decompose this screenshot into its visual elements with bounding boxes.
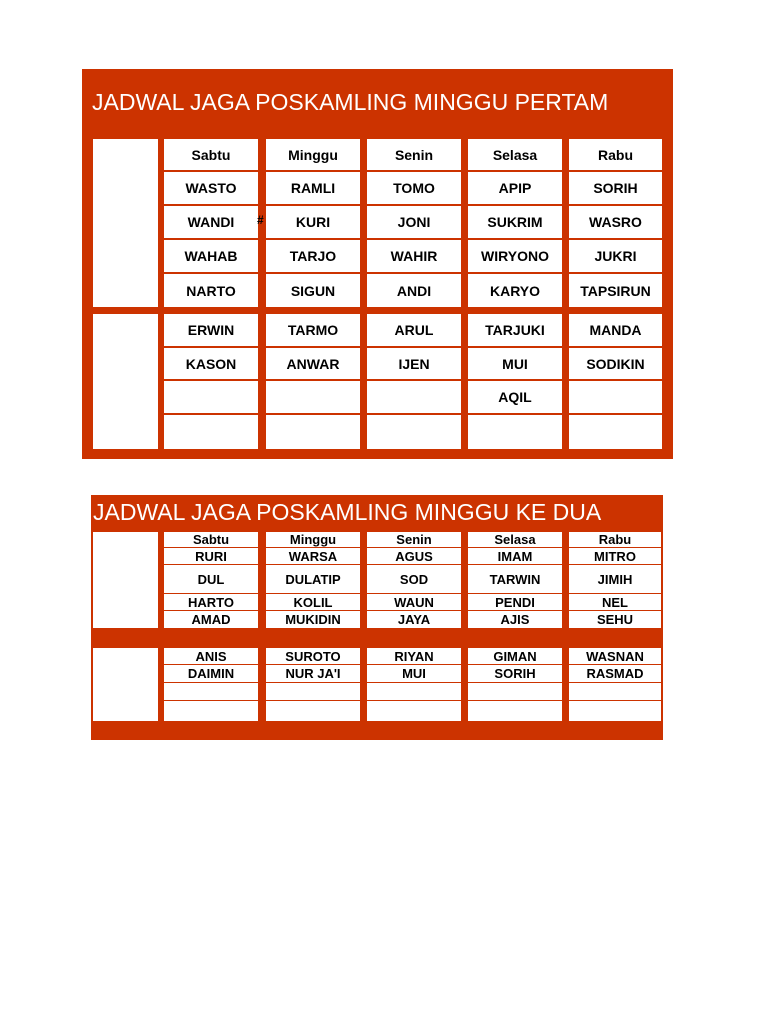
week2-title: JADWAL JAGA POSKAMLING MINGGU KE DUA <box>93 499 602 525</box>
week2-group1-cell: WAUN <box>367 594 461 610</box>
week1-group1-cell: KARYO <box>468 274 562 307</box>
week1-day-header-selasa: Selasa <box>468 139 562 170</box>
week2-group2-cell: RIYAN <box>367 648 461 664</box>
week2-group2-cell <box>569 683 661 700</box>
week2-table <box>91 495 663 740</box>
week1-group2-cell: ARUL <box>367 314 461 346</box>
week1-group2-cell <box>569 381 662 413</box>
week1-group1-cell: SIGUN <box>266 274 360 307</box>
week2-group2-cell: WASNAN <box>569 648 661 664</box>
week2-group2-cell <box>367 701 461 721</box>
week1-group2-cell: ERWIN <box>164 314 258 346</box>
week1-group2-cell: IJEN <box>367 348 461 379</box>
week1-title: JADWAL JAGA POSKAMLING MINGGU PERTAM <box>92 89 609 115</box>
week1-group2-cell: ANWAR <box>266 348 360 379</box>
week1-group1-cell: TAPSIRUN <box>569 274 662 307</box>
week1-group1-cell: RAMLI <box>266 172 360 204</box>
week2-group2-cell <box>468 683 562 700</box>
week2-group2-cell: SUROTO <box>266 648 360 664</box>
week1-group2-cell: KASON <box>164 348 258 379</box>
week1-group2-cell <box>367 381 461 413</box>
week1-group1-cell: JUKRI <box>569 240 662 272</box>
week2-group1-cell: SEHU <box>569 611 661 628</box>
week2-group1-cell: AMAD <box>164 611 258 628</box>
week1-group1-label-cell <box>93 139 158 307</box>
week2-group1-cell: PENDI <box>468 594 562 610</box>
week1-group2-cell <box>266 381 360 413</box>
week2-group1-cell: DULATIP <box>266 565 360 593</box>
week1-group1-cell: WAHIR <box>367 240 461 272</box>
week1-group1-cell: SUKRIM <box>468 206 562 238</box>
week1-group1-cell: WANDI <box>164 206 258 238</box>
week2-day-header-minggu: Minggu <box>266 532 360 547</box>
week2-group2-label-cell <box>93 648 158 721</box>
week1-group2-label-cell <box>93 314 158 449</box>
week2-group1-cell: DUL <box>164 565 258 593</box>
week1-day-header-rabu: Rabu <box>569 139 662 170</box>
week1-group2-cell <box>164 415 258 449</box>
week2-group2-cell <box>569 701 661 721</box>
week2-group2-cell: RASMAD <box>569 665 661 682</box>
week1-table <box>82 69 673 459</box>
week1-group2-cell <box>164 381 258 413</box>
week2-group2-cell: ANIS <box>164 648 258 664</box>
week2-group1-cell: TARWIN <box>468 565 562 593</box>
week1-group2-cell <box>367 415 461 449</box>
week1-group2-cell: SODIKIN <box>569 348 662 379</box>
week1-group1-cell: APIP <box>468 172 562 204</box>
week1-group2-cell <box>468 415 562 449</box>
week2-group1-label-cell <box>93 532 158 628</box>
week1-day-header-senin: Senin <box>367 139 461 170</box>
week2-group2-cell: DAIMIN <box>164 665 258 682</box>
week1-group1-cell: SORIH <box>569 172 662 204</box>
week1-group1-cell: WASRO <box>569 206 662 238</box>
week1-group2-cell: AQIL <box>468 381 562 413</box>
week2-group1-cell: NEL <box>569 594 661 610</box>
week1-marker: # <box>257 213 264 227</box>
week2-group2-cell: GIMAN <box>468 648 562 664</box>
week2-group2-cell <box>266 683 360 700</box>
week2-group2-cell: SORIH <box>468 665 562 682</box>
week2-group2-cell: MUI <box>367 665 461 682</box>
week2-group1-cell: MUKIDIN <box>266 611 360 628</box>
week1-day-header-minggu: Minggu <box>266 139 360 170</box>
week2-group2-cell <box>164 683 258 700</box>
week2-group1-cell: AJIS <box>468 611 562 628</box>
week2-group1-cell: MITRO <box>569 548 661 564</box>
week2-group1-cell: KOLIL <box>266 594 360 610</box>
week1-group2-cell: MANDA <box>569 314 662 346</box>
week2-group1-cell: IMAM <box>468 548 562 564</box>
week2-day-header-senin: Senin <box>367 532 461 547</box>
week1-group2-cell: TARMO <box>266 314 360 346</box>
week2-group2-cell <box>266 701 360 721</box>
week1-group1-cell: WASTO <box>164 172 258 204</box>
week2-day-header-rabu: Rabu <box>569 532 661 547</box>
week2-day-header-selasa: Selasa <box>468 532 562 547</box>
week2-group2-cell <box>164 701 258 721</box>
week2-group2-cell: NUR JA'I <box>266 665 360 682</box>
week1-group1-cell: TARJO <box>266 240 360 272</box>
week2-group2-cell <box>468 701 562 721</box>
week1-group1-cell: WAHAB <box>164 240 258 272</box>
week2-group1-cell: HARTO <box>164 594 258 610</box>
week1-group1-cell: JONI <box>367 206 461 238</box>
week2-group2-cell <box>367 683 461 700</box>
week1-group2-cell: TARJUKI <box>468 314 562 346</box>
week1-day-header-sabtu: Sabtu <box>164 139 258 170</box>
week1-group1-cell: ANDI <box>367 274 461 307</box>
week2-day-header-sabtu: Sabtu <box>164 532 258 547</box>
week1-group2-cell <box>569 415 662 449</box>
week2-group1-cell: AGUS <box>367 548 461 564</box>
week1-group1-cell: NARTO <box>164 274 258 307</box>
week1-group1-cell: KURI <box>266 206 360 238</box>
week2-group1-cell: SOD <box>367 565 461 593</box>
week1-group2-cell <box>266 415 360 449</box>
week2-group1-cell: JIMIH <box>569 565 661 593</box>
week1-group1-cell: WIRYONO <box>468 240 562 272</box>
week2-group1-cell: WARSA <box>266 548 360 564</box>
week2-group1-cell: RURI <box>164 548 258 564</box>
week1-group2-cell: MUI <box>468 348 562 379</box>
week2-group1-cell: JAYA <box>367 611 461 628</box>
week1-group1-cell: TOMO <box>367 172 461 204</box>
